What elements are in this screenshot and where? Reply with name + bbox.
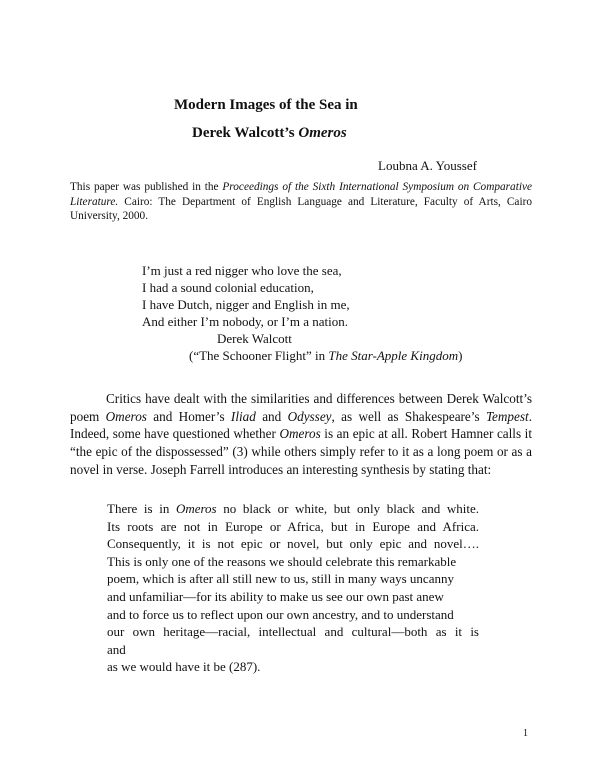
epigraph-attribution: Derek Walcott bbox=[217, 331, 292, 346]
para-text: . Indeed, some have questioned whether bbox=[70, 408, 532, 442]
para-italic: Omeros bbox=[105, 408, 147, 424]
para-text: and bbox=[255, 408, 288, 424]
quote-line: and to force us to reflect upon our own ancestry, and to understand bbox=[107, 606, 454, 622]
page-number: 1 bbox=[523, 728, 528, 739]
para-text: is an epic at all. Robert Hamner calls it “the epic of the dispossessed” (3) while others simply refer to it as a long poem or as a novel in verse. Joseph Farrell introduces an interesting synthesis by stating that: bbox=[70, 426, 533, 477]
para-italic: Tempest bbox=[485, 408, 529, 424]
epigraph-line: I have Dutch, nigger and English in me, bbox=[142, 297, 350, 312]
epigraph-source-suffix: ) bbox=[458, 348, 463, 363]
author-name: Loubna A. Youssef bbox=[378, 158, 477, 173]
para-italic: Odyssey bbox=[287, 408, 332, 424]
epigraph-source-title: The Star-Apple Kingdom bbox=[328, 348, 459, 363]
epigraph-line: I’m just a red nigger who love the sea, bbox=[142, 263, 342, 278]
block-quote bbox=[107, 500, 479, 676]
quote-text: no black or white, but only black and white. bbox=[216, 501, 480, 516]
quote-line bbox=[107, 500, 479, 518]
quote-line: and bbox=[107, 641, 126, 657]
title-italic-omeros: Omeros bbox=[298, 125, 347, 141]
para-underlined-comma: , bbox=[331, 408, 335, 424]
para-text: and Homer’s bbox=[146, 408, 231, 424]
quote-line: Its roots are not in Europe or Africa, but in Europe and Africa. bbox=[107, 518, 479, 534]
body-paragraph bbox=[70, 390, 532, 479]
para-italic: Iliad bbox=[230, 408, 256, 424]
publication-note bbox=[70, 180, 532, 224]
title-text: Derek Walcott’s bbox=[192, 125, 299, 141]
quote-line: and unfamiliar—for its ability to make us see our own past anew bbox=[107, 588, 444, 604]
epigraph bbox=[142, 262, 462, 364]
epigraph-source-prefix: (“The Schooner Flight” in bbox=[189, 348, 329, 363]
quote-line: our own heritage—racial, intellectual and cultural—both as it is bbox=[107, 624, 479, 640]
quote-line: Consequently, it is not epic or novel, but only epic and novel…. bbox=[107, 536, 479, 552]
quote-line: poem, which is after all still new to us, still in many ways uncanny bbox=[107, 571, 454, 587]
para-text: as well as Shakespeare’s bbox=[334, 408, 486, 424]
epigraph-line: I had a sound colonial education, bbox=[142, 280, 314, 295]
quote-text: There is in bbox=[107, 501, 176, 516]
epigraph-line: And either I’m nobody, or I’m a nation. bbox=[142, 314, 349, 329]
pubnote-text-1: This paper was published in the bbox=[70, 181, 223, 193]
pubnote-italic: Proceedings of the Sixth International Symposium on Comparative Literature. bbox=[70, 181, 532, 208]
para-text: Critics have dealt with the similarities and differences between Derek Walcott’s poem bbox=[70, 391, 532, 424]
paper-title-line-1: Modern Images of the Sea in bbox=[174, 97, 358, 113]
paper-title-line-2 bbox=[0, 125, 600, 142]
quote-line: as we would have it be (287). bbox=[107, 659, 261, 675]
epigraph-source bbox=[142, 347, 462, 364]
quote-line: This is only one of the reasons we should celebrate this remarkable bbox=[107, 553, 457, 569]
quote-italic: Omeros bbox=[175, 501, 217, 516]
pubnote-text-2: Cairo: The Department of English Language and Literature, Faculty of Arts, Cairo University, 2000. bbox=[70, 195, 532, 222]
para-italic: Omeros bbox=[279, 426, 321, 442]
